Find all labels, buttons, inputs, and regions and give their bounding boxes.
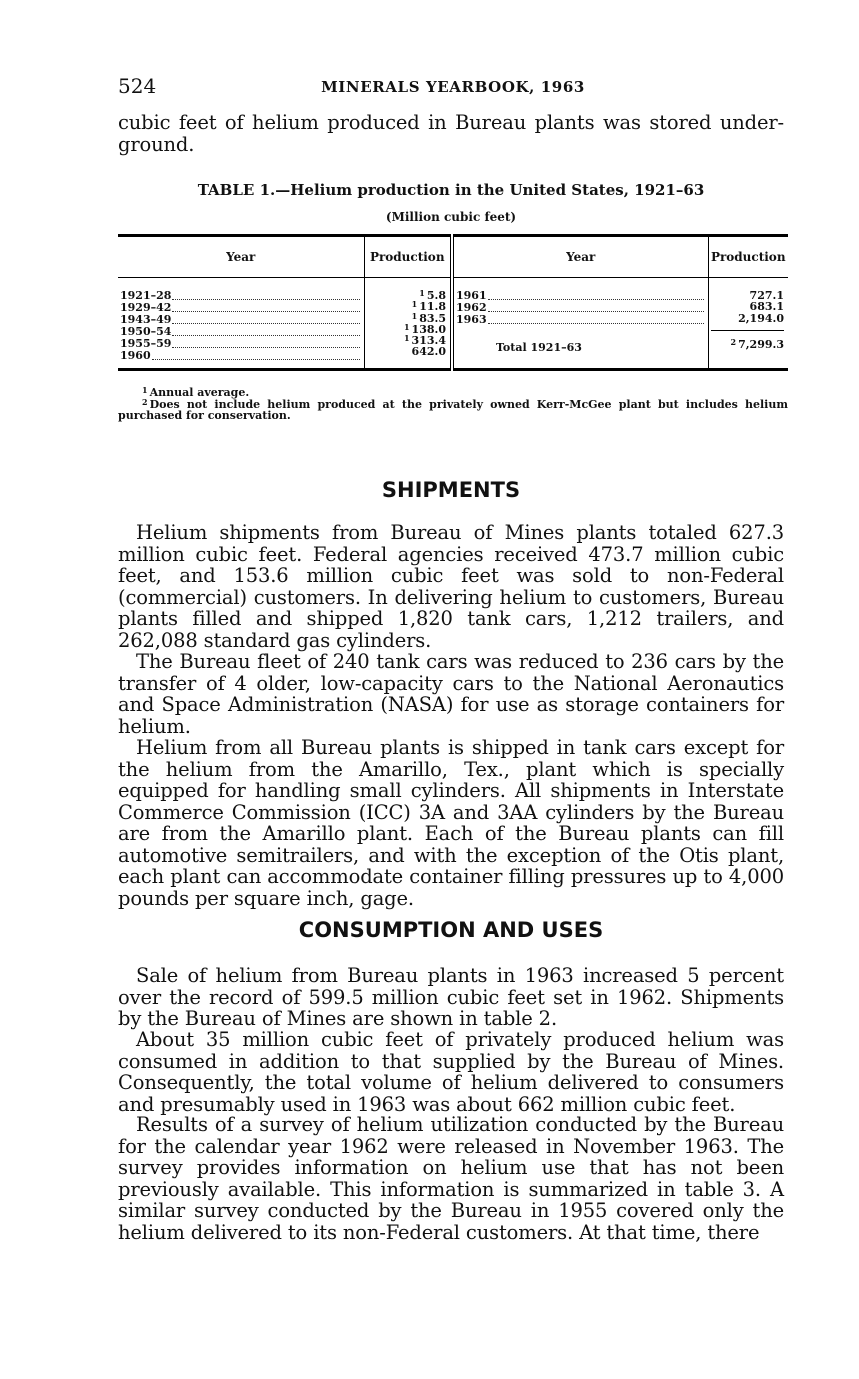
- header-year-left: Year: [226, 250, 256, 264]
- table-units: (Million cubic feet): [385, 210, 517, 224]
- consumption-paragraph-3: Results of a survey of helium utilization conducted by the Bureau for the calendar year 1962 were released in November 1963. The survey provides information on helium use that has not been previously available. This information is summarized in table 3. A similar survey conducted by the Bureau in 1955 covered only the helium delivered to its non-Federal customers. At that time, there: [118, 1113, 784, 1244]
- production-value: $^1$ 83.5: [411, 310, 446, 325]
- table-row: 1960: [120, 350, 360, 362]
- right-year-column: [452, 278, 708, 370]
- production-value: 683.1: [749, 300, 784, 314]
- page-number: 524: [118, 74, 157, 98]
- production-value: $^1$ 11.8: [411, 299, 446, 314]
- intro-paragraph: cubic feet of helium produced in Bureau plants was stored under-ground.: [118, 111, 784, 156]
- table-body-row: [118, 278, 788, 370]
- table-row: 1963: [456, 314, 704, 326]
- production-value: 2,194.0: [738, 311, 784, 325]
- right-production-column: [708, 278, 788, 370]
- production-value: 727.1: [749, 289, 784, 302]
- table-row: 1962: [456, 302, 704, 314]
- left-production-column: [364, 278, 452, 370]
- header-production-left: Production: [364, 236, 452, 278]
- production-value: $^1$ 5.8: [419, 288, 446, 302]
- consumption-paragraph-2: About 35 million cubic feet of privately produced helium was consumed in addition to that supplied by the Bureau of Mines. Consequently, the total volume of helium delivered to consumers and presumably used in 1963 was about 662 million cubic feet.: [118, 1028, 784, 1116]
- table-row: 1929–42: [120, 302, 360, 314]
- table-footnote-2: $^2$ Does not include helium produced at the privately owned Kerr-McGee plant but includes helium purchased for conservation.: [118, 397, 788, 422]
- table-caption: TABLE 1.—Helium production in the United States, 1921–63: [197, 181, 705, 199]
- production-value: 642.0: [411, 345, 446, 359]
- table-row: 1921–28: [120, 290, 360, 302]
- running-title: MINERALS YEARBOOK, 1963: [321, 78, 585, 96]
- shipments-paragraph-2: The Bureau fleet of 240 tank cars was reduced to 236 cars by the transfer of 4 older, low-capacity cars to the National Aeronautics and Space Administration (NASA) for use as storage containers for helium.: [118, 650, 784, 738]
- table-header-row: [118, 236, 788, 278]
- left-year-column: [118, 278, 364, 370]
- table-row: 1955–59: [120, 338, 360, 350]
- table-row: 1961: [456, 290, 704, 302]
- table-footnote-1: $^1$ Annual average.: [142, 385, 250, 399]
- running-header: [118, 72, 788, 102]
- section-heading-shipments: SHIPMENTS: [381, 478, 521, 502]
- table-row: 1943–49: [120, 314, 360, 326]
- production-value: $^1$ 313.4: [403, 333, 446, 348]
- table-row: 1950–54: [120, 326, 360, 338]
- total-label: Total 1921–63: [496, 341, 582, 354]
- section-heading-consumption: CONSUMPTION AND USES: [298, 918, 604, 942]
- header-production-right: Production: [708, 236, 788, 278]
- header-year-right: Year: [452, 236, 708, 278]
- total-value: $^2$ 7,299.3: [711, 330, 785, 350]
- consumption-paragraph-1: Sale of helium from Bureau plants in 1963 increased 5 percent over the record of 599.5 million cubic feet set in 1962. Shipments by the Bureau of Mines are shown in table 2.: [118, 964, 784, 1030]
- shipments-paragraph-1: Helium shipments from Bureau of Mines plants totaled 627.3 million cubic feet. Federal agencies received 473.7 million cubic feet, and 153.6 million cubic feet was sold to non-Federal (commercial) customers. In delivering helium to customers, Bureau plants filled and shipped 1,820 tank cars, 1,212 trailers, and 262,088 standard gas cylinders.: [118, 521, 784, 652]
- helium-production-table: [118, 234, 788, 371]
- total-row: [456, 342, 704, 353]
- production-value: $^1$ 138.0: [403, 321, 446, 336]
- shipments-paragraph-3: Helium from all Bureau plants is shipped in tank cars except for the helium from the Amarillo, Tex., plant which is specially equipped for handling small cylinders. All shipments in Interstate Commerce Commission (ICC) 3A and 3AA cylinders by the Bureau are from the Amarillo plant. Each of the Bureau plants can fill automotive semitrailers, and with the exception of the Otis plant, each plant can accommodate container filling pressures up to 4,000 pounds per square inch, gage.: [118, 736, 784, 910]
